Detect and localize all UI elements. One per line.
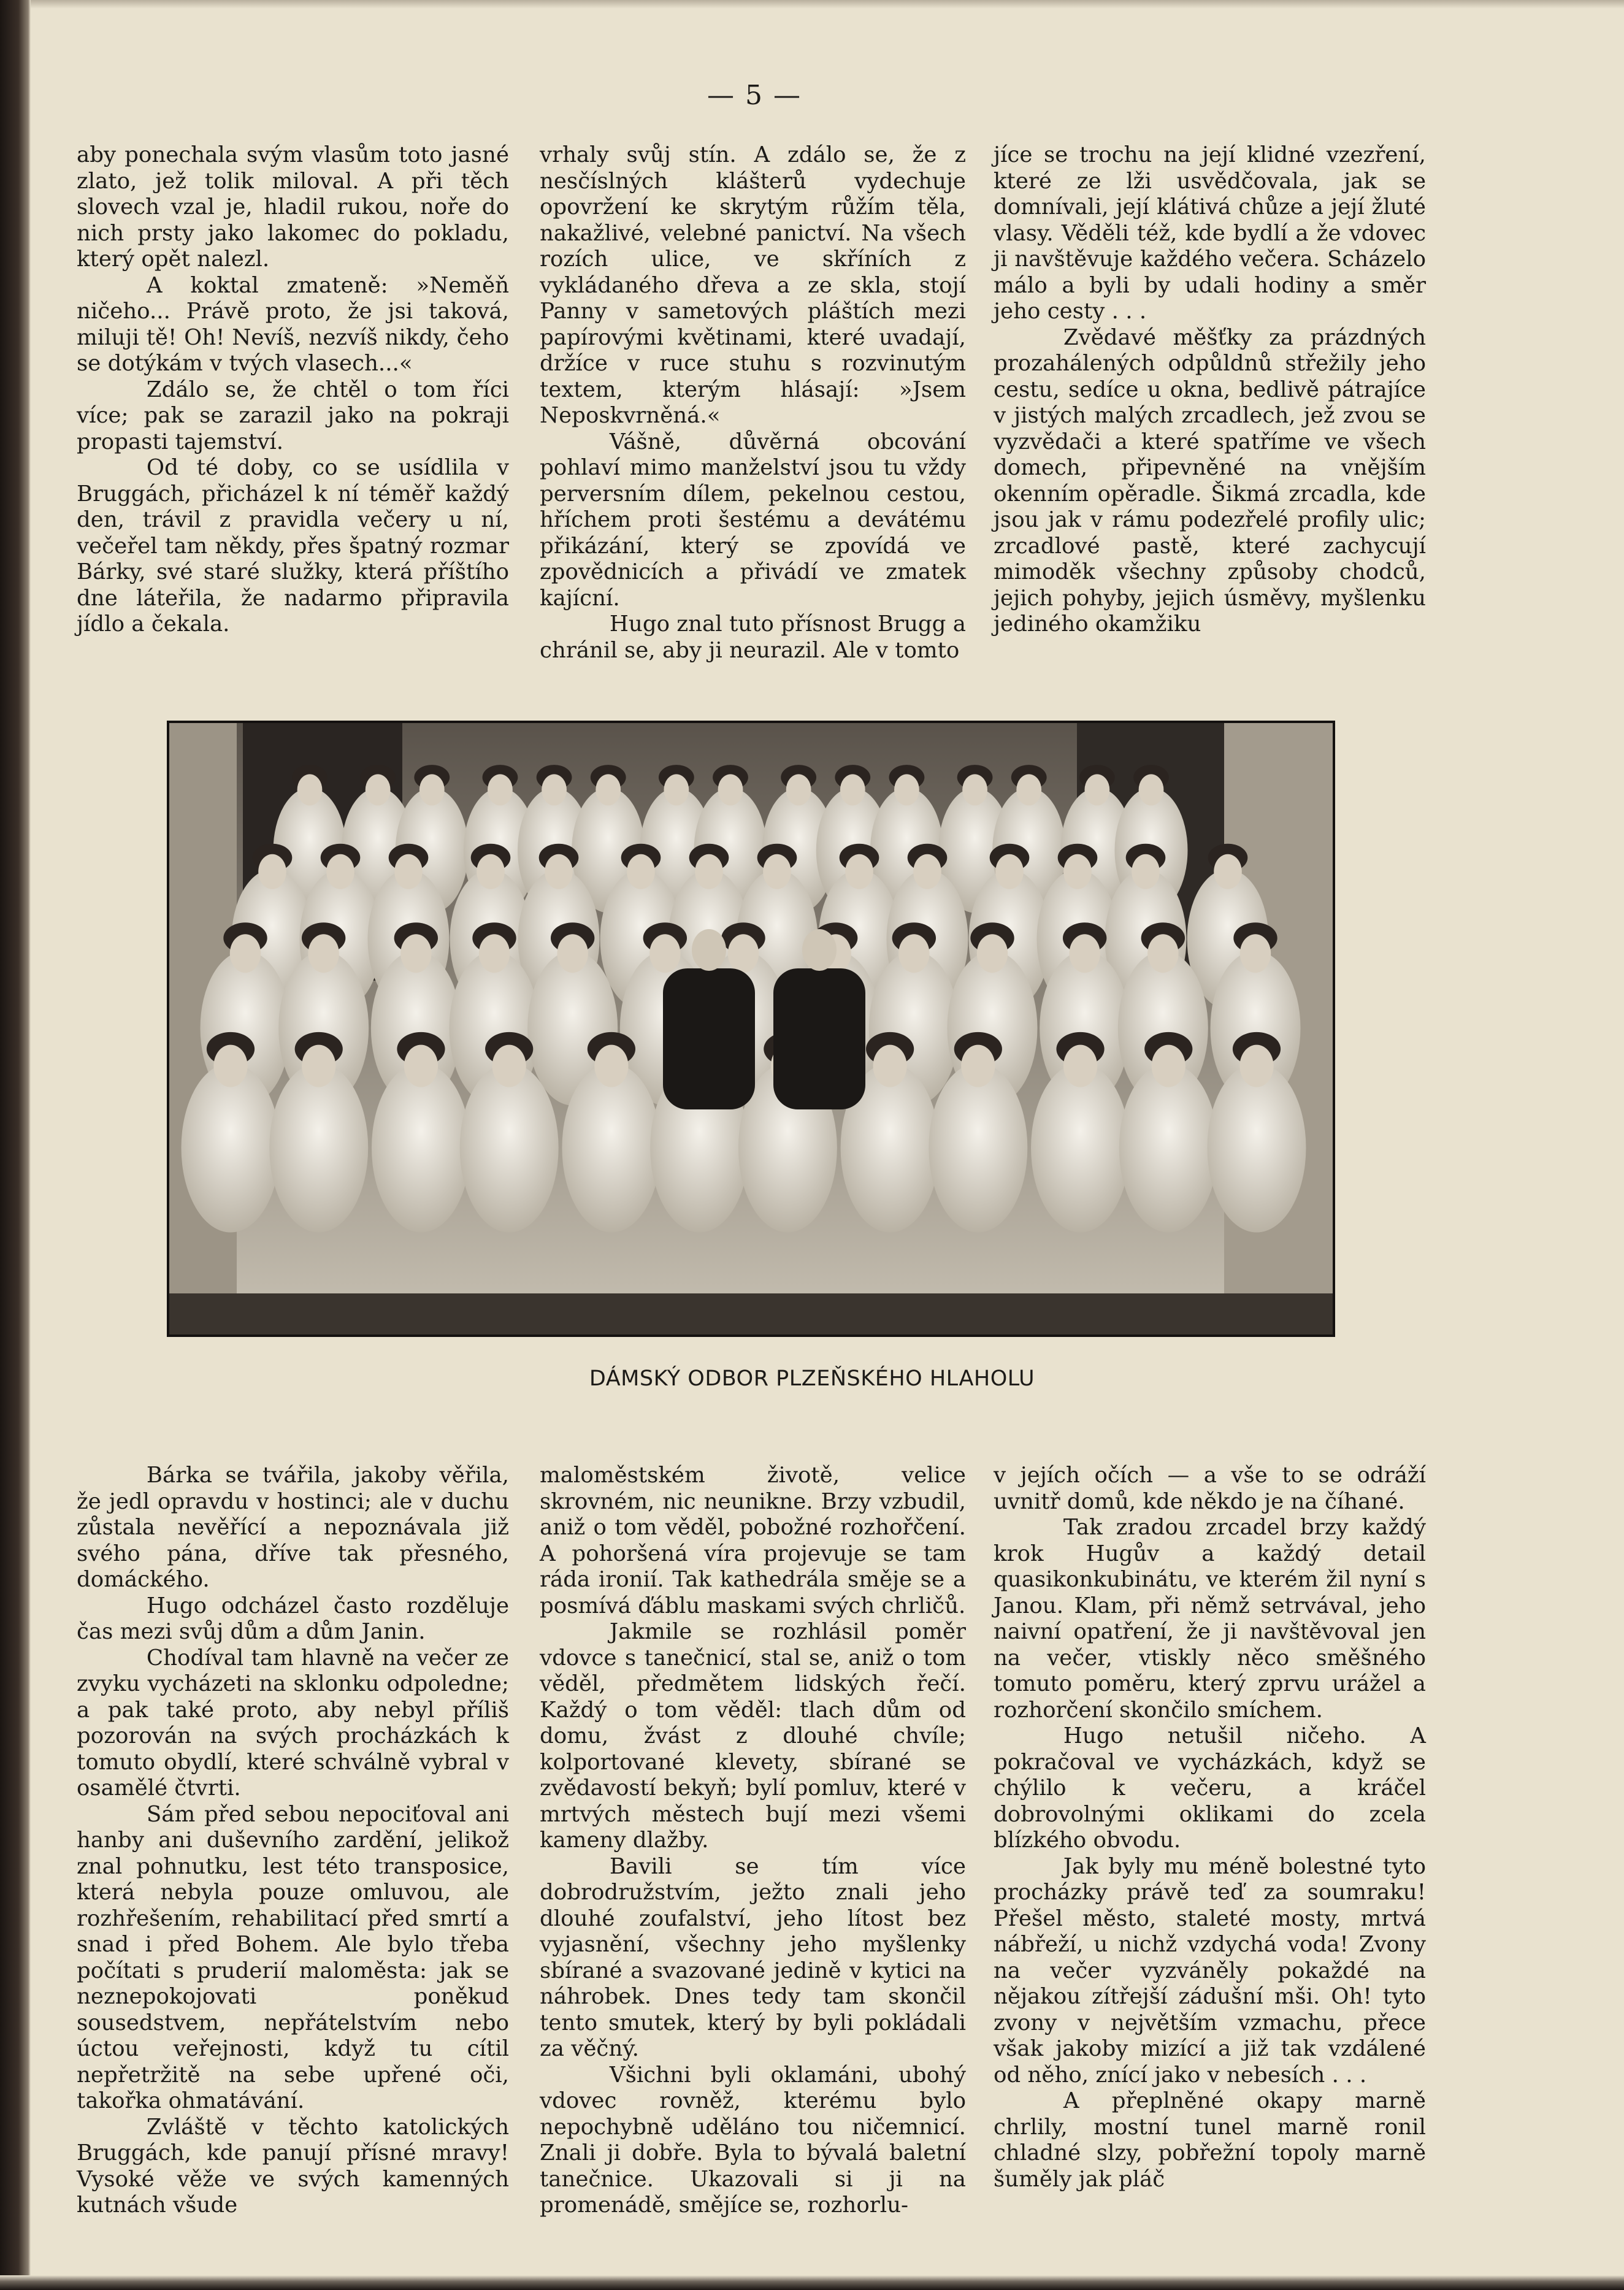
figure-dress: [182, 1063, 280, 1233]
page-number: — 5 —: [707, 80, 802, 111]
paragraph: Jak byly mu méně bolestné tyto procházky právě teď za soumraku! Přešel město, staleté mosty, mrtvá nábřeží, u nichž vzdychá voda! Zvony na večer vyzváněly pokaždé na nějakou zítřejší zádušní mši. Oh! tyto zvony v největším vzmachu, přece však jakoby mizící a již tak vzdálené od něho, znící jako v nebesích . . .: [994, 1853, 1426, 2088]
figure-face: [664, 774, 689, 805]
paragraph: Hugo znal tuto přísnost Brugg a chránil se, aby ji neurazil. Ale v tomto: [540, 611, 966, 663]
scan-edge-left: [0, 0, 31, 2290]
paragraph: Chodíval tam hlavně na večer ze zvyku vycházeti na sklonku odpoledne; a pak také proto, aby nebyl příliš pozorován na svých procházkách k tomuto obydlí, které schválně vybral v osamělé čtvrti.: [77, 1645, 509, 1801]
figure-face: [1239, 1045, 1273, 1087]
figure-dress: [372, 1063, 470, 1233]
figure-dress: [929, 1063, 1027, 1233]
figure-face: [728, 934, 759, 973]
figure-face: [627, 854, 655, 889]
figure-face: [786, 774, 811, 805]
group-photograph: [167, 721, 1335, 1337]
figure-face: [1063, 1045, 1097, 1087]
figure-face: [488, 774, 513, 805]
figure-face: [542, 774, 567, 805]
paragraph: vrhaly svůj stín. A zdálo se, že z nesčíslných klášterů vydechuje opovržení ke skrytým růžím těla, nakažlivé, velebné panictví. Na všech rozích ulice, ve skříních z vykládaného dřeva a ze skla, stojí Panny v sametových pláštích mezi papírovými květinami, které uvadají, držíce v ruce stuhu s rozvinutým textem, kterým hlásají: »Jsem Neposkvrněná.«: [540, 142, 966, 428]
figure-face: [1240, 934, 1271, 973]
figure-face: [1063, 854, 1092, 889]
figure-face: [557, 934, 588, 973]
paragraph: Jakmile se rozhlásil poměr vdovce s tanečnicí, stal se, aniž o tom věděl, předmětem lidských řečí. Každý o tom věděl: tlach dům od domu, žvást z dlouhé chvíle; kolportované klevety, sbírané se zvědavostí bekyň; bylí pomluv, které v mrtvých městech bují mezi všemi kameny dlažby.: [540, 1619, 966, 1853]
paragraph: Od té doby, co se usídlila v Bruggách, přicházel k ní téměř každý den, trávil z pravidla večery u ní, večeřel tam někdy, přes špatný rozmar Bárky, své staré služky, která příštího dne láteřila, že nadarmo připravila jídlo a čekala.: [77, 455, 509, 637]
figure-face: [1147, 934, 1178, 973]
figure-face: [763, 854, 791, 889]
figure-face: [840, 774, 865, 805]
figure-face: [419, 774, 445, 805]
paragraph: maloměstském životě, velice skrovném, nic neunikne. Brzy vzbudil, aniž o tom věděl, pobožné rozhořčení. A pohoršená víra projevuje se tam ráda ironií. Tak kathedrála směje se a posmívá ďáblu maskami svých chrličů.: [540, 1463, 966, 1618]
figure-face: [977, 934, 1008, 973]
figure-face: [594, 1045, 628, 1087]
paragraph: A přeplněné okapy marně chrlily, mostní tunel marně ronil chladné slzy, pobřežní topoly marně šuměly jak pláč: [994, 2088, 1426, 2192]
figure-dress: [269, 1063, 368, 1233]
photo-caption: DÁMSKÝ ODBOR PLZEŇSKÉHO HLAHOLU: [589, 1366, 1035, 1391]
paragraph: Bavili se tím více dobrodružstvím, ježto znali jeho dlouhé zoufalství, jeho lítost bez vyjasnění, všechny jeho myšlenky sbírané a svazované jedině v kytici na náhrobek. Dnes tedy tam skončil tento smutek, který by byli pokládali za věčný.: [540, 1853, 966, 2061]
paragraph: Zdálo se, že chtěl o tom říci více; pak se zarazil jako na pokraji propasti tajemství.: [77, 377, 509, 454]
figure-face: [230, 934, 261, 973]
figure-face: [1069, 934, 1100, 973]
figure-face: [718, 774, 743, 805]
figure-face: [961, 1045, 995, 1087]
figure-face: [1214, 854, 1242, 889]
figure-face: [692, 929, 726, 971]
figure-face: [802, 929, 837, 971]
paragraph: aby ponechala svým vlasům toto jasné zlato, jež tolik miloval. A při těch slovech vzal je, hladil rukou, noře do nich prsty jako lakomec do pokladu, který opět nalezl.: [77, 142, 509, 272]
paragraph: Zvědavé měšťky za prázdných prozahálených odpůldnů střežily jeho cestu, sedíce u okna, bedlivě pátrajíce v jistých malých zrcadlech, jež zvou se vyzvědači a které spatříme ve všech domech, připevněné na vnějším okenním opěradle. Šikmá zrcadla, kde jsou jak v rámu podezřelé profily ulic; zrcadlové pastě, které zachycují mimoděk všechny způsoby chodců, jejich pohyby, jejich úsměvy, myšlenku jediného okamžiku: [994, 324, 1426, 637]
figure-face: [1152, 1045, 1185, 1087]
paragraph: v jejích očích — a vše to se odráží uvnitř domů, kde někdo je na číhané.: [994, 1463, 1426, 1514]
figure-face: [479, 934, 510, 973]
figure-suit: [773, 968, 865, 1109]
paragraph: Sám před sebou nepociťoval ani hanby ani duševního zardění, jelikož znal pohnutku, lest této transposice, která nebyla pouze omluvou, ale rozhřešením, rehabilitací před smrtí a snad i před Bohem. Ale bylo třeba počítati s pruderií maloměsta: jak se neznepokojovati poněkud sousedstvem, nepřátelstvím nebo úctou veřejnosti, když tu cítil nepřetržitě na sebe upřené oči, takořka ohmatávání.: [77, 1801, 509, 2113]
text-column-bottom-1: [77, 1463, 509, 2219]
figure-suit: [663, 968, 755, 1109]
paragraph: Vášně, důvěrná obcování pohlaví mimo manželství jsou tu vždy perversním dílem, pekelnou cestou, hříchem proti šestému a devátému přikázání, který se zpovídá ve zpovědnicích a přivádí ve zmatek kajícní.: [540, 429, 966, 611]
figure-face: [492, 1045, 526, 1087]
figure-face: [258, 854, 286, 889]
figure-dress: [1031, 1063, 1130, 1233]
figure-face: [404, 1045, 438, 1087]
scan-edge-top: [31, 0, 1624, 9]
figure-face: [1016, 774, 1041, 805]
paragraph: Všichni byli oklamáni, ubohý vdovec rovněž, kterému bylo nepochybně uděláno tou ničemnicí. Znali ji dobře. Byla to bývalá baletní tanečnice. Ukazovali si ji na promenádě, smějíce se, rozhorlu-: [540, 2062, 966, 2218]
figure-face: [394, 854, 423, 889]
figure-face: [545, 854, 573, 889]
text-column-top-1: [77, 142, 509, 638]
figure-face: [1139, 774, 1164, 805]
figure-face: [913, 854, 941, 889]
figure-dress: [1208, 1063, 1306, 1233]
figure-face: [366, 774, 391, 805]
text-column-bottom-3: [994, 1463, 1426, 2192]
figure-face: [1084, 774, 1109, 805]
figure-face: [1132, 854, 1160, 889]
figure-dress: [1119, 1063, 1218, 1233]
figure-face: [302, 1045, 335, 1087]
figure-face: [477, 854, 505, 889]
figure-face: [898, 934, 929, 973]
figure-face: [995, 854, 1024, 889]
paragraph: Zvláště v těchto katolických Bruggách, kde panují přísné mravy! Vysoké věže ve svých kamenných kutnách všude: [77, 2114, 509, 2218]
paragraph: Tak zradou zrcadel brzy každý krok Hugův a každý detail quasikonkubinátu, ve kterém žil nyní s Janou. Klam, při němž setrvával, jeho naivní opatření, že ji navštěvoval jen na večer, vtiskly něco směšného tomuto poměru, který zprvu urážel a rozhorčení skončilo smíchem.: [994, 1515, 1426, 1723]
figure-face: [297, 774, 323, 805]
figure-face: [962, 774, 987, 805]
figure-face: [894, 774, 919, 805]
figure-face: [845, 854, 873, 889]
figure-face: [596, 774, 621, 805]
paragraph: Bárka se tvářila, jakoby věřila, že jedl opravdu v hostinci; ale v duchu zůstala nevěřící a nepoznávala již svého pána, dříve tak přesného, domáckého.: [77, 1463, 509, 1592]
figure-face: [649, 934, 680, 973]
text-column-top-2: [540, 142, 966, 664]
figure-face: [308, 934, 339, 973]
figure-face: [326, 854, 354, 889]
figure-dress: [460, 1063, 559, 1233]
paragraph: Hugo netušil ničeho. A pokračoval ve vycházkách, když se chýlilo k večeru, a kráčel dobrovolnými oklikami do zcela blízkého obvodu.: [994, 1723, 1426, 1853]
paragraph: A koktal zmateně: »Neměň ničeho... Právě proto, že jsi taková, miluji tě! Oh! Nevíš, nezvíš nikdy, čeho se dotýkám v tvých vlasech...«: [77, 272, 509, 376]
figure-dress: [562, 1063, 661, 1233]
figure-face: [400, 934, 431, 973]
text-column-bottom-2: [540, 1463, 966, 2219]
scan-edge-bottom: [0, 2275, 1624, 2290]
paragraph: jíce se trochu na její klidné vzezření, které ze lži usvědčovala, jak se domnívali, její klátivá chůze a její žluté vlasy. Věděli též, kde bydlí a že vdovec ji navštěvuje každého večera. Scházelo málo a byli by udali hodiny a směr jeho cesty . . .: [994, 142, 1426, 324]
figure-face: [873, 1045, 906, 1087]
text-column-top-3: [994, 142, 1426, 638]
figure-face: [695, 854, 723, 889]
paragraph: Hugo odcházel často rozděluje čas mezi svůj dům a dům Janin.: [77, 1593, 509, 1644]
photo-image: [169, 723, 1333, 1335]
figure-face: [213, 1045, 247, 1087]
